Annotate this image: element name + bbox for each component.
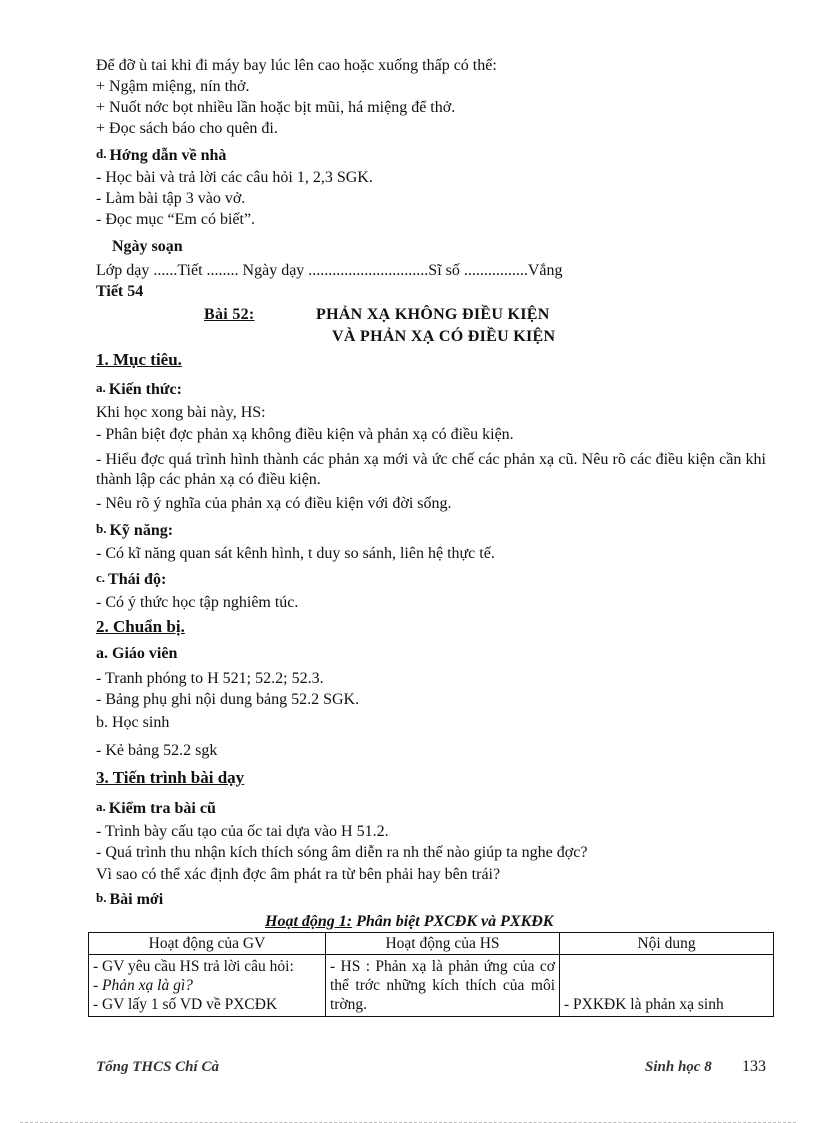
new-lesson-heading [96, 888, 163, 910]
header-hs: Hoạt động của HS [326, 933, 560, 955]
knowledge-item: - Hiểu đợc quá trình hình thành các phản xạ mới và ức chế các phản xạ cũ. Nêu rõ các điều kiện cần khi thành lập các phản xạ có điều kiện. [96, 451, 766, 488]
knowledge-heading-text: Kiến thức: [108, 381, 182, 398]
review-heading [96, 797, 216, 819]
section-marker: b. [96, 521, 107, 536]
student-item: - Kẻ bảng 52.2 sgk [96, 742, 218, 759]
text-line: + Đọc sách báo cho quên đi. [96, 120, 278, 137]
activity-caption-label: Hoạt động 1: [265, 913, 353, 930]
content-line: - PXKĐK là phản xạ sinh [564, 996, 724, 1013]
activity-caption-text: Phân biệt PXCĐK và PXKĐK [352, 913, 554, 930]
section-marker: c. [96, 570, 106, 585]
gv-line: - GV yêu cầu HS trả lời câu hỏi: [93, 958, 294, 975]
knowledge-heading [96, 378, 182, 400]
prep-heading: 2. Chuẩn bị. [96, 617, 185, 636]
new-lesson-heading-text: Bài mới [109, 891, 164, 908]
gv-line: - Phản xạ là gì? [93, 977, 193, 994]
review-item: - Trình bày cấu tạo của ốc tai dựa vào H 51.2. [96, 823, 389, 840]
attitude-item: - Có ý thức học tập nghiêm túc. [96, 594, 299, 611]
lesson-title-line2: VÀ PHẢN XẠ CÓ ĐIỀU KIỆN [332, 328, 556, 345]
review-item: Vì sao có thể xác định đợc âm phát ra từ bên phải hay bên trái? [96, 866, 501, 883]
period-label: Tiết 54 [96, 283, 144, 300]
hs-cell [326, 955, 560, 1017]
footer-school: Tổng THCS Chí Cà [96, 1059, 219, 1075]
section-marker: d. [96, 146, 107, 161]
section-marker: b. [96, 890, 107, 905]
table-header-row [89, 933, 774, 955]
gv-cell [89, 955, 326, 1017]
knowledge-intro: Khi học xong bài này, HS: [96, 404, 266, 421]
homework-item: - Làm bài tập 3 vào vở. [96, 190, 246, 207]
process-heading: 3. Tiến trình bài dạy [96, 768, 245, 787]
student-heading: b. Học sinh [96, 714, 170, 731]
homework-item: - Đọc mục “Em có biết”. [96, 211, 256, 228]
activity-table [88, 932, 774, 1017]
lesson-title-line1: PHẢN XẠ KHÔNG ĐIỀU KIỆN [316, 306, 550, 323]
prep-date-label: Ngày soạn [112, 238, 183, 255]
objectives-heading: 1. Mục tiêu. [96, 350, 182, 369]
knowledge-item: - Phân biệt đợc phản xạ không điều kiện và phản xạ có điều kiện. [96, 426, 514, 443]
review-heading-text: Kiểm tra bài cũ [108, 800, 216, 817]
header-gv: Hoạt động của GV [89, 933, 326, 955]
footer-subject: Sinh học 8 [645, 1059, 712, 1075]
text-line: + Ngậm miệng, nín thở. [96, 78, 250, 95]
knowledge-item: - Nêu rõ ý nghĩa của phản xạ có điều kiện với đời sống. [96, 495, 452, 512]
teacher-item: - Tranh phóng to H 521; 52.2; 52.3. [96, 670, 324, 687]
teacher-item: - Bảng phụ ghi nội dung bảng 52.2 SGK. [96, 691, 360, 708]
lesson-number: Bài 52: [204, 306, 255, 323]
review-item: - Quá trình thu nhận kích thích sóng âm diễn ra nh thế nào giúp ta nghe đợc? [96, 844, 588, 861]
gv-line: - GV lấy 1 số VD về PXCĐK [93, 996, 278, 1013]
teacher-heading: a. Giáo viên [96, 645, 178, 662]
attitude-heading-text: Thái độ: [108, 571, 167, 588]
page-number: 133 [742, 1058, 766, 1075]
section-marker: a. [96, 799, 106, 814]
attitude-heading [96, 568, 166, 590]
section-marker: a. [96, 380, 106, 395]
class-line: Lớp dạy ......Tiết ........ Ngày dạy ..............................Sĩ số ................Vắng [96, 262, 563, 279]
homework-item: - Học bài và trả lời các câu hỏi 1, 2,3 SGK. [96, 169, 373, 186]
activity-caption [265, 913, 553, 931]
hs-line: - HS : Phản xạ là phản ứng của cơ thể trớc những kích thích của môi trờng. [330, 958, 555, 1013]
skills-heading-text: Kỹ năng: [109, 522, 174, 539]
skills-item: - Có kĩ năng quan sát kênh hình, t duy so sánh, liên hệ thực tế. [96, 545, 495, 562]
homework-heading-text: Hớng dẫn về nhà [109, 147, 227, 164]
table-row [89, 955, 774, 1017]
homework-heading [96, 144, 226, 166]
content-cell [560, 955, 774, 1017]
header-content: Nội dung [560, 933, 774, 955]
text-line: Để đỡ ù tai khi đi máy bay lúc lên cao hoặc xuống thấp có thể: [96, 57, 497, 74]
text-line: + Nuốt nớc bọt nhiều lần hoặc bịt mũi, há miệng để thở. [96, 99, 456, 116]
skills-heading [96, 519, 173, 541]
